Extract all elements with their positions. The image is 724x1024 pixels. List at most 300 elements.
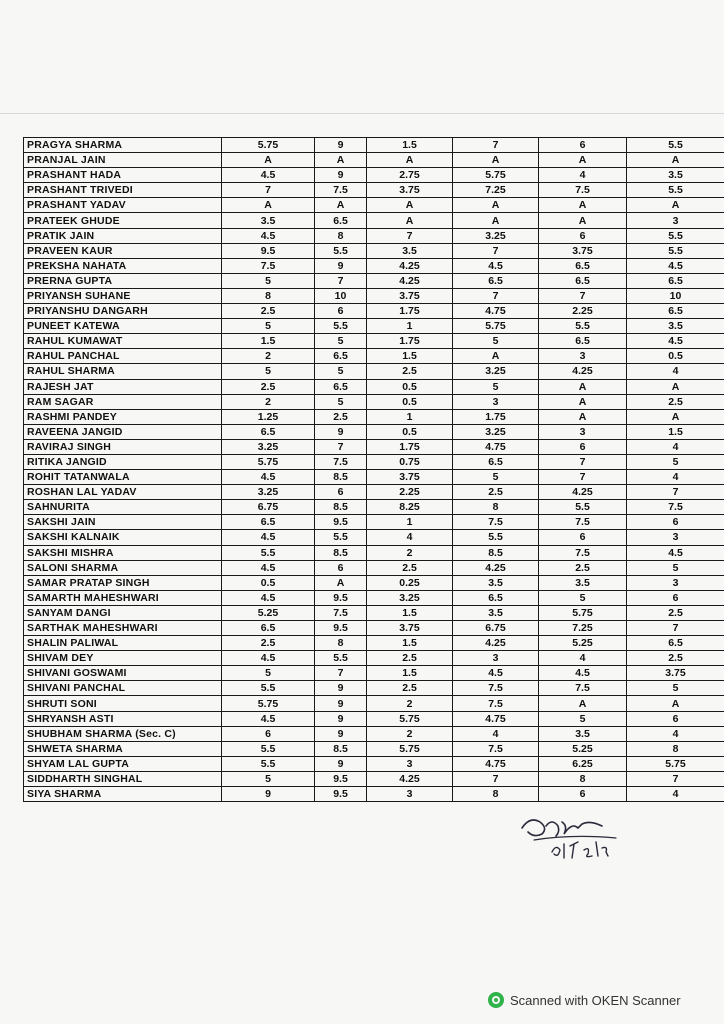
mark-cell: 9 (315, 756, 367, 771)
student-name-cell: PUNEET KATEWA (24, 319, 222, 334)
mark-cell: 5.75 (627, 756, 724, 771)
table-row (24, 349, 724, 364)
mark-cell: A (222, 198, 315, 213)
student-name-cell: RAHUL KUMAWAT (24, 334, 222, 349)
mark-cell: 5.5 (315, 530, 367, 545)
mark-cell: 5 (627, 560, 724, 575)
table-row (24, 424, 724, 439)
mark-cell: 5.5 (222, 741, 315, 756)
mark-cell: 7.5 (453, 515, 539, 530)
mark-cell: 3 (627, 575, 724, 590)
mark-cell: 3 (367, 787, 453, 802)
student-name-cell: PREKSHA NAHATA (24, 258, 222, 273)
mark-cell: 8.5 (315, 470, 367, 485)
mark-cell: 5 (453, 334, 539, 349)
mark-cell: 4.5 (222, 228, 315, 243)
table-row (24, 545, 724, 560)
mark-cell: A (539, 394, 627, 409)
mark-cell: 2 (222, 349, 315, 364)
mark-cell: 3.5 (539, 575, 627, 590)
mark-cell: 1.5 (222, 334, 315, 349)
mark-cell: 2.5 (539, 560, 627, 575)
mark-cell: 2.5 (627, 394, 724, 409)
scanner-label: Scanned with OKEN Scanner (510, 992, 681, 1008)
mark-cell: 8 (453, 500, 539, 515)
mark-cell: 2.5 (222, 379, 315, 394)
mark-cell: 6 (627, 711, 724, 726)
mark-cell: 5 (222, 364, 315, 379)
table-row (24, 771, 724, 786)
mark-cell: 4.5 (222, 530, 315, 545)
mark-cell: 5 (453, 379, 539, 394)
mark-cell: 3.25 (453, 364, 539, 379)
table-row (24, 454, 724, 469)
mark-cell: 3.75 (367, 621, 453, 636)
mark-cell: 7.5 (222, 258, 315, 273)
mark-cell: A (453, 213, 539, 228)
table-row (24, 394, 724, 409)
mark-cell: 7 (453, 288, 539, 303)
mark-cell: A (315, 575, 367, 590)
table-row (24, 334, 724, 349)
mark-cell: 3 (367, 756, 453, 771)
mark-cell: 9 (315, 424, 367, 439)
mark-cell: 10 (315, 288, 367, 303)
mark-cell: 6.5 (222, 621, 315, 636)
mark-cell: 10 (627, 288, 724, 303)
mark-cell: A (539, 153, 627, 168)
mark-cell: 5.75 (222, 696, 315, 711)
mark-cell: 8.25 (367, 500, 453, 515)
mark-cell: 2.25 (539, 304, 627, 319)
student-name-cell: SHIVANI GOSWAMI (24, 666, 222, 681)
mark-cell: 4.5 (627, 334, 724, 349)
mark-cell: 7.5 (539, 681, 627, 696)
mark-cell: 3.5 (539, 726, 627, 741)
mark-cell: 5.5 (222, 681, 315, 696)
student-name-cell: SAMARTH MAHESHWARI (24, 590, 222, 605)
mark-cell: 1.5 (367, 605, 453, 620)
mark-cell: 5.75 (539, 605, 627, 620)
handwritten-signature (512, 808, 632, 868)
mark-cell: 7 (453, 243, 539, 258)
table-row (24, 515, 724, 530)
mark-cell: 6.5 (315, 213, 367, 228)
student-name-cell: PRAVEEN KAUR (24, 243, 222, 258)
table-row (24, 726, 724, 741)
mark-cell: 6 (315, 485, 367, 500)
mark-cell: 5 (222, 771, 315, 786)
mark-cell: 6.5 (627, 273, 724, 288)
mark-cell: 3.25 (453, 424, 539, 439)
mark-cell: 7.5 (315, 605, 367, 620)
table-row (24, 288, 724, 303)
mark-cell: 2 (367, 545, 453, 560)
mark-cell: 5 (539, 590, 627, 605)
mark-cell: 2.75 (367, 168, 453, 183)
table-row (24, 485, 724, 500)
mark-cell: A (315, 198, 367, 213)
mark-cell: A (627, 153, 724, 168)
table-row (24, 138, 724, 153)
table-row (24, 621, 724, 636)
mark-cell: 5 (627, 454, 724, 469)
mark-cell: 6 (222, 726, 315, 741)
mark-cell: 6.25 (539, 756, 627, 771)
mark-cell: 3.25 (367, 590, 453, 605)
student-name-cell: RAVEENA JANGID (24, 424, 222, 439)
student-name-cell: SHUBHAM SHARMA (Sec. C) (24, 726, 222, 741)
mark-cell: 7 (627, 485, 724, 500)
mark-cell: 5 (315, 364, 367, 379)
mark-cell: 4 (627, 470, 724, 485)
mark-cell: 4.25 (367, 258, 453, 273)
mark-cell: 6 (315, 560, 367, 575)
mark-cell: 8.5 (315, 500, 367, 515)
mark-cell: 5.75 (453, 168, 539, 183)
mark-cell: 1.5 (367, 666, 453, 681)
student-name-cell: SHWETA SHARMA (24, 741, 222, 756)
mark-cell: 9.5 (315, 771, 367, 786)
mark-cell: 5.5 (222, 756, 315, 771)
mark-cell: 9.5 (315, 515, 367, 530)
mark-cell: 1.5 (367, 138, 453, 153)
mark-cell: A (453, 153, 539, 168)
table-row (24, 273, 724, 288)
student-name-cell: RAVIRAJ SINGH (24, 439, 222, 454)
mark-cell: 8 (453, 787, 539, 802)
mark-cell: 7 (627, 771, 724, 786)
marks-table (23, 137, 724, 802)
mark-cell: 0.75 (367, 454, 453, 469)
mark-cell: 5 (222, 666, 315, 681)
mark-cell: 2 (367, 696, 453, 711)
mark-cell: 4 (539, 651, 627, 666)
mark-cell: 2.5 (315, 409, 367, 424)
mark-cell: 4.5 (222, 590, 315, 605)
mark-cell: A (627, 696, 724, 711)
mark-cell: 3.75 (367, 183, 453, 198)
mark-cell: 4.25 (539, 485, 627, 500)
mark-cell: A (627, 409, 724, 424)
mark-cell: 7.5 (539, 183, 627, 198)
mark-cell: 0.25 (367, 575, 453, 590)
mark-cell: 7.5 (453, 681, 539, 696)
mark-cell: 7.5 (453, 696, 539, 711)
mark-cell: 2.25 (367, 485, 453, 500)
table-row (24, 756, 724, 771)
mark-cell: 3 (627, 213, 724, 228)
mark-cell: A (315, 153, 367, 168)
mark-cell: 1.5 (627, 424, 724, 439)
mark-cell: 4.75 (453, 711, 539, 726)
mark-cell: A (539, 379, 627, 394)
student-name-cell: SHIVAM DEY (24, 651, 222, 666)
mark-cell: 7.5 (539, 515, 627, 530)
mark-cell: 2 (222, 394, 315, 409)
mark-cell: 8.5 (453, 545, 539, 560)
student-name-cell: SAMAR PRATAP SINGH (24, 575, 222, 590)
mark-cell: 7.5 (539, 545, 627, 560)
mark-cell: 4 (627, 726, 724, 741)
table-row (24, 439, 724, 454)
mark-cell: 9.5 (315, 621, 367, 636)
mark-cell: 4.25 (539, 364, 627, 379)
student-name-cell: SAKSHI KALNAIK (24, 530, 222, 545)
mark-cell: 5 (315, 334, 367, 349)
mark-cell: 2.5 (453, 485, 539, 500)
student-name-cell: PRATEEK GHUDE (24, 213, 222, 228)
student-name-cell: PRATIK JAIN (24, 228, 222, 243)
mark-cell: 7.25 (539, 621, 627, 636)
student-name-cell: RITIKA JANGID (24, 454, 222, 469)
mark-cell: 7.5 (315, 454, 367, 469)
mark-cell: 3 (539, 349, 627, 364)
mark-cell: 9 (222, 787, 315, 802)
student-name-cell: SIDDHARTH SINGHAL (24, 771, 222, 786)
mark-cell: 8 (315, 636, 367, 651)
mark-cell: 8 (539, 771, 627, 786)
mark-cell: 2.5 (627, 605, 724, 620)
mark-cell: 7 (222, 183, 315, 198)
mark-cell: A (539, 696, 627, 711)
mark-cell: 5.5 (453, 530, 539, 545)
mark-cell: 2.5 (222, 636, 315, 651)
mark-cell: 5 (315, 394, 367, 409)
mark-cell: 2.5 (367, 364, 453, 379)
table-row (24, 379, 724, 394)
student-name-cell: SARTHAK MAHESHWARI (24, 621, 222, 636)
mark-cell: 4.5 (539, 666, 627, 681)
mark-cell: A (367, 198, 453, 213)
student-name-cell: PRASHANT HADA (24, 168, 222, 183)
mark-cell: 9.5 (222, 243, 315, 258)
student-name-cell: SALONI SHARMA (24, 560, 222, 575)
mark-cell: 1 (367, 515, 453, 530)
student-name-cell: SHRYANSH ASTI (24, 711, 222, 726)
mark-cell: 3.25 (222, 485, 315, 500)
mark-cell: 5 (453, 470, 539, 485)
mark-cell: 2.5 (367, 651, 453, 666)
table-row (24, 470, 724, 485)
mark-cell: 6.5 (627, 636, 724, 651)
table-row (24, 304, 724, 319)
table-row (24, 651, 724, 666)
mark-cell: 4.5 (222, 470, 315, 485)
mark-cell: 4.5 (222, 168, 315, 183)
mark-cell: 2 (367, 726, 453, 741)
mark-cell: 9 (315, 681, 367, 696)
table-row (24, 364, 724, 379)
mark-cell: 1.75 (367, 334, 453, 349)
mark-cell: 8.5 (315, 545, 367, 560)
table-row (24, 213, 724, 228)
mark-cell: 6 (539, 439, 627, 454)
mark-cell: 3 (627, 530, 724, 545)
table-row (24, 590, 724, 605)
mark-cell: 3.5 (453, 605, 539, 620)
mark-cell: 1.75 (453, 409, 539, 424)
mark-cell: 5.5 (627, 228, 724, 243)
mark-cell: 6.5 (315, 379, 367, 394)
mark-cell: 7.5 (627, 500, 724, 515)
mark-cell: A (453, 349, 539, 364)
mark-cell: A (367, 213, 453, 228)
mark-cell: 6.5 (539, 334, 627, 349)
student-name-cell: SANYAM DANGI (24, 605, 222, 620)
mark-cell: 5.75 (222, 138, 315, 153)
mark-cell: 4.25 (367, 273, 453, 288)
mark-cell: 5.75 (222, 454, 315, 469)
mark-cell: 6.5 (453, 590, 539, 605)
mark-cell: 6 (539, 228, 627, 243)
mark-cell: 5 (222, 319, 315, 334)
mark-cell: 4.25 (453, 636, 539, 651)
mark-cell: 6.5 (539, 258, 627, 273)
table-row (24, 319, 724, 334)
mark-cell: 3.5 (627, 319, 724, 334)
mark-cell: 3.5 (453, 575, 539, 590)
mark-cell: 4.25 (367, 771, 453, 786)
mark-cell: 5.5 (315, 319, 367, 334)
table-row (24, 741, 724, 756)
mark-cell: 4 (627, 439, 724, 454)
mark-cell: 1.5 (367, 349, 453, 364)
student-name-cell: PRAGYA SHARMA (24, 138, 222, 153)
mark-cell: 5.5 (627, 138, 724, 153)
mark-cell: 7 (453, 771, 539, 786)
mark-cell: 9.5 (315, 787, 367, 802)
mark-cell: 9 (315, 726, 367, 741)
scanner-watermark (488, 991, 681, 1009)
marks-table-body (24, 138, 724, 802)
table-row (24, 787, 724, 802)
marks-sheet (23, 137, 724, 802)
student-name-cell: RAJESH JAT (24, 379, 222, 394)
mark-cell: 7 (315, 666, 367, 681)
table-row (24, 243, 724, 258)
mark-cell: 0.5 (367, 379, 453, 394)
mark-cell: 9.5 (315, 590, 367, 605)
student-name-cell: PRASHANT TRIVEDI (24, 183, 222, 198)
mark-cell: 8 (627, 741, 724, 756)
mark-cell: 4.5 (222, 560, 315, 575)
mark-cell: 4 (367, 530, 453, 545)
mark-cell: 7 (315, 273, 367, 288)
mark-cell: 7 (367, 228, 453, 243)
mark-cell: 5 (627, 681, 724, 696)
student-name-cell: SHIVANI PANCHAL (24, 681, 222, 696)
mark-cell: 9 (315, 168, 367, 183)
mark-cell: 8 (315, 228, 367, 243)
mark-cell: 7 (315, 439, 367, 454)
table-row (24, 500, 724, 515)
mark-cell: 2.5 (367, 560, 453, 575)
mark-cell: 0.5 (627, 349, 724, 364)
mark-cell: 7 (453, 138, 539, 153)
student-name-cell: RAHUL SHARMA (24, 364, 222, 379)
mark-cell: 6 (539, 787, 627, 802)
mark-cell: 5 (222, 273, 315, 288)
mark-cell: A (539, 213, 627, 228)
mark-cell: 3.75 (367, 470, 453, 485)
mark-cell: 9 (315, 258, 367, 273)
mark-cell: 6.5 (627, 304, 724, 319)
mark-cell: 3 (539, 424, 627, 439)
mark-cell: 5.5 (539, 500, 627, 515)
table-row (24, 636, 724, 651)
student-name-cell: PRERNA GUPTA (24, 273, 222, 288)
mark-cell: 3.75 (367, 288, 453, 303)
student-name-cell: ROSHAN LAL YADAV (24, 485, 222, 500)
mark-cell: A (539, 198, 627, 213)
mark-cell: 3.25 (453, 228, 539, 243)
table-row (24, 575, 724, 590)
student-name-cell: RAHUL PANCHAL (24, 349, 222, 364)
mark-cell: A (222, 153, 315, 168)
mark-cell: 6 (627, 515, 724, 530)
mark-cell: A (367, 153, 453, 168)
mark-cell: 7 (539, 470, 627, 485)
table-row (24, 605, 724, 620)
mark-cell: 9 (315, 696, 367, 711)
mark-cell: 2.5 (222, 304, 315, 319)
mark-cell: 4 (453, 726, 539, 741)
mark-cell: 6 (315, 304, 367, 319)
mark-cell: 7.5 (315, 183, 367, 198)
mark-cell: 6.5 (222, 515, 315, 530)
mark-cell: 8.5 (315, 741, 367, 756)
mark-cell: 4.5 (627, 258, 724, 273)
student-name-cell: SAKSHI MISHRA (24, 545, 222, 560)
mark-cell: 5.25 (539, 741, 627, 756)
student-name-cell: PRIYANSHU DANGARH (24, 304, 222, 319)
student-name-cell: RASHMI PANDEY (24, 409, 222, 424)
mark-cell: 6.5 (539, 273, 627, 288)
mark-cell: 3 (453, 394, 539, 409)
mark-cell: 4.5 (453, 666, 539, 681)
student-name-cell: SHYAM LAL GUPTA (24, 756, 222, 771)
mark-cell: 3.75 (627, 666, 724, 681)
mark-cell: A (627, 379, 724, 394)
table-row (24, 666, 724, 681)
mark-cell: 3.75 (539, 243, 627, 258)
mark-cell: 4.75 (453, 756, 539, 771)
mark-cell: 7 (627, 621, 724, 636)
table-row (24, 168, 724, 183)
mark-cell: A (627, 198, 724, 213)
mark-cell: 5.25 (539, 636, 627, 651)
table-row (24, 711, 724, 726)
table-row (24, 258, 724, 273)
mark-cell: 5.5 (315, 651, 367, 666)
table-row (24, 153, 724, 168)
page-top-rule (0, 113, 724, 114)
mark-cell: 6.5 (222, 424, 315, 439)
mark-cell: 3.5 (222, 213, 315, 228)
student-name-cell: PRANJAL JAIN (24, 153, 222, 168)
table-row (24, 409, 724, 424)
mark-cell: 6 (539, 530, 627, 545)
mark-cell: 6 (627, 590, 724, 605)
mark-cell: 1.5 (367, 636, 453, 651)
student-name-cell: SHALIN PALIWAL (24, 636, 222, 651)
mark-cell: 7.25 (453, 183, 539, 198)
mark-cell: 4 (627, 364, 724, 379)
mark-cell: 5.75 (453, 319, 539, 334)
mark-cell: 5.25 (222, 605, 315, 620)
mark-cell: 4.75 (453, 304, 539, 319)
